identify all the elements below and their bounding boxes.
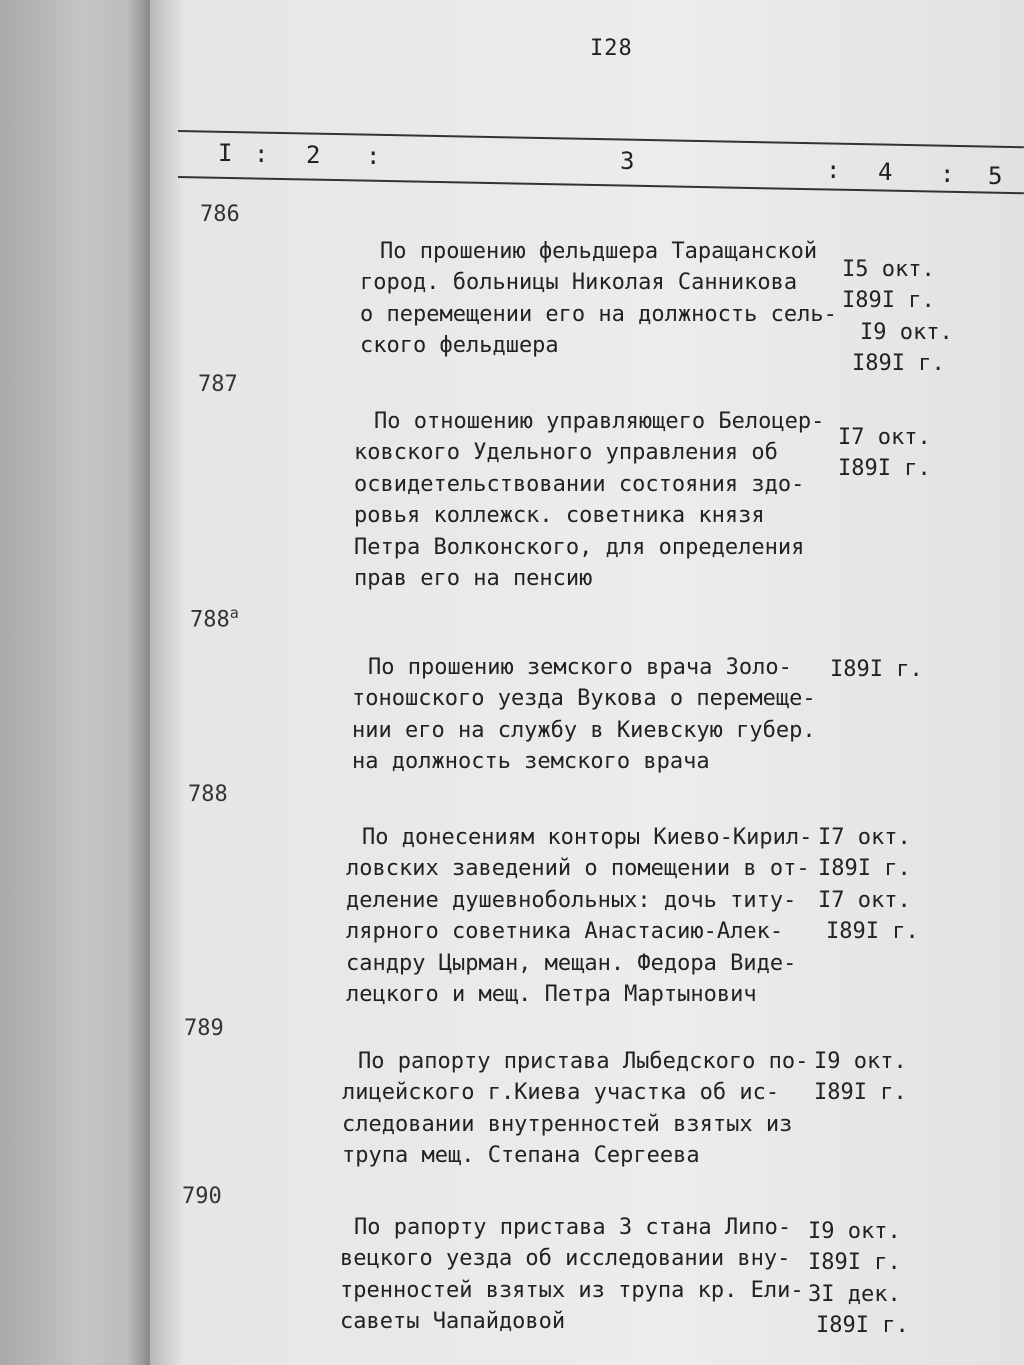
- description-line: лярного советника Анастасию-Алек-: [346, 919, 784, 944]
- description-line: трупа мещ. Степана Сергеева: [342, 1143, 700, 1168]
- description-line: По рапорту пристава Лыбедского по-: [358, 1048, 809, 1074]
- page-number: I28: [590, 36, 633, 61]
- description-line: тренностей взятых из трупа кр. Ели-: [340, 1277, 804, 1303]
- date-line: I89I г.: [842, 288, 935, 313]
- column-header-1: I: [218, 139, 233, 167]
- entry-dates: [842, 222, 953, 380]
- header-rule-top: [178, 130, 1024, 148]
- description-line: о перемещении его на должность сель-: [360, 301, 837, 327]
- entry-number: 787: [198, 372, 238, 397]
- entry-number: 786: [200, 202, 240, 227]
- header-rule-bottom: [178, 176, 1024, 194]
- column-header-4: 4: [878, 158, 893, 186]
- date-line: I7 окт.: [818, 824, 911, 850]
- entry-number-value: 788: [190, 607, 230, 633]
- description-line: По отношению управляющего Белоцер-: [374, 408, 825, 434]
- entry-dates: [818, 790, 919, 948]
- description-line: лецкого и мещ. Петра Мартынович: [346, 982, 757, 1007]
- description-line: ковского Удельного управления об: [354, 440, 778, 465]
- description-line: По прошению земского врача Золо-: [368, 654, 792, 680]
- description-line: Петра Волконского, для определения: [354, 534, 805, 560]
- entry-dates: [814, 1014, 907, 1109]
- description-line: ловских заведений о помещении в от-: [346, 856, 810, 881]
- date-line: I9 окт.: [860, 319, 953, 345]
- date-line: I89I г.: [830, 656, 923, 682]
- date-line: I7 окт.: [818, 887, 911, 913]
- description-line: тоношского уезда Вукова о перемеще-: [352, 686, 816, 711]
- description-line: сандру Цырман, мещан. Федора Виде-: [346, 950, 797, 976]
- date-line: I89I г.: [826, 919, 919, 944]
- document-page: [150, 0, 1024, 1365]
- column-header-separator: :: [940, 160, 955, 188]
- column-header-5: 5: [988, 162, 1003, 190]
- entry-description: [354, 374, 825, 595]
- entry-dates: [808, 1184, 909, 1342]
- date-line: I89I г.: [808, 1250, 901, 1275]
- date-line: 3I дек.: [808, 1281, 901, 1307]
- column-header-3: 3: [620, 147, 635, 175]
- description-line: следовании внутренностей взятых из: [342, 1111, 793, 1137]
- description-line: По донесениям конторы Киево-Кирил-: [362, 824, 813, 850]
- description-line: По рапорту пристава 3 стана Липо-: [354, 1214, 792, 1240]
- description-line: на должность земского врача: [352, 749, 710, 774]
- date-line: I5 окт.: [842, 256, 935, 282]
- date-line: I89I г.: [814, 1080, 907, 1105]
- date-line: I7 окт.: [838, 424, 931, 450]
- description-line: прав его на пенсию: [354, 566, 593, 591]
- date-line: I89I г.: [838, 456, 931, 481]
- description-line: освидетельствовании состояния здо-: [354, 471, 805, 497]
- column-header-separator: :: [826, 156, 841, 184]
- description-line: лицейского г.Киева участка об ис-: [342, 1080, 780, 1105]
- description-line: деление душевнобольных: дочь титу-: [346, 887, 797, 913]
- entry-dates: [838, 390, 931, 485]
- date-line: I89I г.: [818, 856, 911, 881]
- entry-description: [342, 1014, 809, 1172]
- entry-number: 790: [182, 1184, 222, 1209]
- facing-page: [0, 0, 150, 1365]
- column-header-separator: :: [254, 140, 269, 168]
- column-header-2: 2: [306, 141, 321, 169]
- entry-number: 788: [188, 782, 228, 807]
- entry-description: [340, 1180, 804, 1338]
- entry-description: [352, 620, 816, 778]
- entry-number: [190, 604, 239, 632]
- description-line: саветы Чапайдовой: [340, 1309, 566, 1334]
- description-line: По прошению фельдшера Таращанской: [380, 238, 818, 264]
- description-line: ского фельдшера: [360, 333, 559, 358]
- entry-dates: [830, 622, 923, 685]
- entry-description: [360, 204, 837, 362]
- entry-number-superscript: а: [229, 604, 239, 622]
- column-header-separator: :: [366, 142, 381, 170]
- entry-number: 789: [184, 1016, 224, 1041]
- description-line: ровья коллежск. советника князя: [354, 503, 765, 528]
- description-line: город. больницы Николая Санникова: [360, 270, 798, 295]
- date-line: I89I г.: [816, 1313, 909, 1338]
- date-line: I89I г.: [852, 351, 945, 376]
- description-line: вецкого уезда об исследовании вну-: [340, 1246, 791, 1271]
- entry-description: [346, 790, 813, 1011]
- date-line: I9 окт.: [808, 1218, 901, 1244]
- date-line: I9 окт.: [814, 1048, 907, 1074]
- description-line: нии его на службу в Киевскую губер.: [352, 717, 816, 743]
